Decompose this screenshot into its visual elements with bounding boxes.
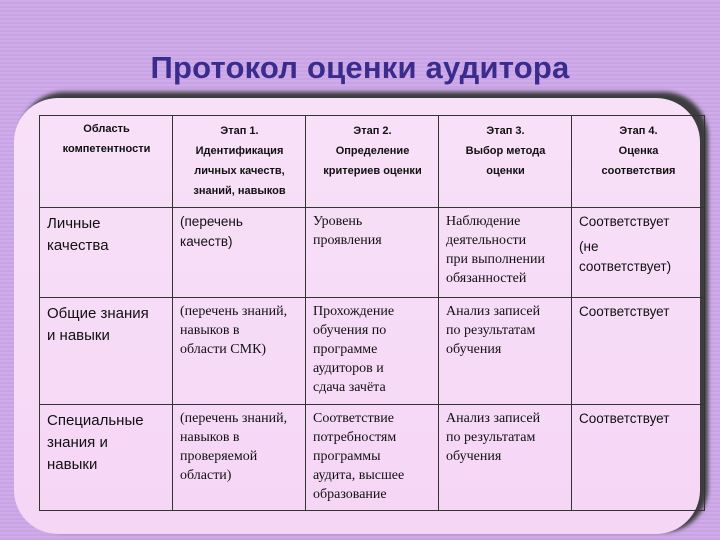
cell-text: (перечень bbox=[180, 214, 243, 229]
cell-text: аудиторов и bbox=[313, 361, 384, 376]
header-text: Этап 2. bbox=[353, 125, 392, 137]
cell-text: Уровень bbox=[313, 214, 363, 229]
row-area-cell bbox=[40, 298, 173, 405]
cell-text: сдача зачёта bbox=[313, 380, 386, 395]
cell-text: и навыки bbox=[47, 327, 110, 344]
cell-text: Прохождение bbox=[313, 304, 395, 319]
header-stage-3 bbox=[439, 116, 572, 208]
table-header-row bbox=[40, 116, 705, 208]
cell-text: аудита, высшее bbox=[313, 468, 405, 483]
cell-text: обучения bbox=[446, 342, 502, 357]
row-stage1-cell bbox=[173, 208, 306, 298]
cell-text: обучения bbox=[446, 449, 502, 464]
cell-text: (перечень знаний, bbox=[180, 304, 288, 319]
row-area-cell bbox=[40, 208, 173, 298]
header-text: Оценка bbox=[618, 145, 659, 157]
header-text: оценки bbox=[486, 165, 525, 177]
header-text: компетентности bbox=[62, 143, 151, 155]
cell-text: навыков в bbox=[180, 430, 240, 445]
row-stage2-cell bbox=[306, 208, 439, 298]
row-stage2-cell bbox=[306, 405, 439, 511]
header-text: Область bbox=[83, 123, 130, 135]
cell-text: Соответствует bbox=[579, 411, 670, 426]
row-stage1-cell bbox=[173, 298, 306, 405]
header-text: Этап 3. bbox=[486, 125, 525, 137]
audit-protocol-table bbox=[39, 115, 705, 511]
cell-text: по результатам bbox=[446, 430, 536, 445]
cell-text: навыков в bbox=[180, 323, 240, 338]
header-text: Этап 4. bbox=[619, 125, 658, 137]
cell-text: при выполнении bbox=[446, 252, 545, 267]
cell-text: по результатам bbox=[446, 323, 536, 338]
cell-text: Соответствует bbox=[579, 304, 670, 319]
cell-text: Анализ записей bbox=[446, 304, 541, 319]
row-stage4-cell bbox=[572, 208, 705, 298]
header-text: соответствия bbox=[601, 165, 676, 177]
header-text: знаний, навыков bbox=[193, 185, 286, 197]
cell-text: Соответствует bbox=[579, 214, 670, 229]
cell-text: соответствует) bbox=[579, 259, 672, 274]
cell-text: Личные bbox=[47, 215, 101, 232]
cell-text: потребностям bbox=[313, 430, 397, 445]
table-row bbox=[40, 298, 705, 405]
row-stage4-cell bbox=[572, 405, 705, 511]
header-text: Выбор метода bbox=[465, 145, 546, 157]
cell-text: образование bbox=[313, 487, 387, 502]
cell-text: (не bbox=[579, 239, 599, 254]
header-text: критериев оценки bbox=[323, 165, 422, 177]
cell-text: обязанностей bbox=[446, 271, 527, 286]
row-stage2-cell bbox=[306, 298, 439, 405]
slide-title: Протокол оценки аудитора bbox=[150, 50, 570, 85]
header-stage-4 bbox=[572, 116, 705, 208]
cell-text: знания и bbox=[47, 434, 108, 451]
cell-text: качества bbox=[47, 237, 109, 254]
cell-text: Специальные bbox=[47, 412, 144, 429]
row-area-cell bbox=[40, 405, 173, 511]
cell-text: качеств) bbox=[180, 234, 233, 249]
cell-text: (перечень знаний, bbox=[180, 411, 288, 426]
cell-text: навыки bbox=[47, 456, 98, 473]
header-stage-2 bbox=[306, 116, 439, 208]
cell-text: проверяемой bbox=[180, 449, 258, 464]
cell-text: Анализ записей bbox=[446, 411, 541, 426]
header-competence-area bbox=[40, 116, 173, 208]
cell-text: обучения по bbox=[313, 323, 387, 338]
cell-text: Общие знания bbox=[47, 305, 149, 322]
row-stage3-cell bbox=[439, 405, 572, 511]
header-stage-1 bbox=[173, 116, 306, 208]
header-text: личных качеств, bbox=[194, 165, 285, 177]
cell-text: деятельности bbox=[446, 233, 527, 248]
header-text: Идентификация bbox=[195, 145, 284, 157]
cell-text: области СМК) bbox=[180, 342, 267, 357]
header-text: Определение bbox=[335, 145, 410, 157]
table-row bbox=[40, 208, 705, 298]
row-stage4-cell bbox=[572, 298, 705, 405]
cell-text: Наблюдение bbox=[446, 214, 521, 229]
cell-text: области) bbox=[180, 468, 232, 483]
header-text: Этап 1. bbox=[220, 125, 259, 137]
row-stage3-cell bbox=[439, 208, 572, 298]
cell-text: Соответствие bbox=[313, 411, 394, 426]
cell-text: программе bbox=[313, 342, 378, 357]
cell-text: проявления bbox=[313, 233, 382, 248]
table-row bbox=[40, 405, 705, 511]
row-stage3-cell bbox=[439, 298, 572, 405]
cell-text: программы bbox=[313, 449, 381, 464]
row-stage1-cell bbox=[173, 405, 306, 511]
